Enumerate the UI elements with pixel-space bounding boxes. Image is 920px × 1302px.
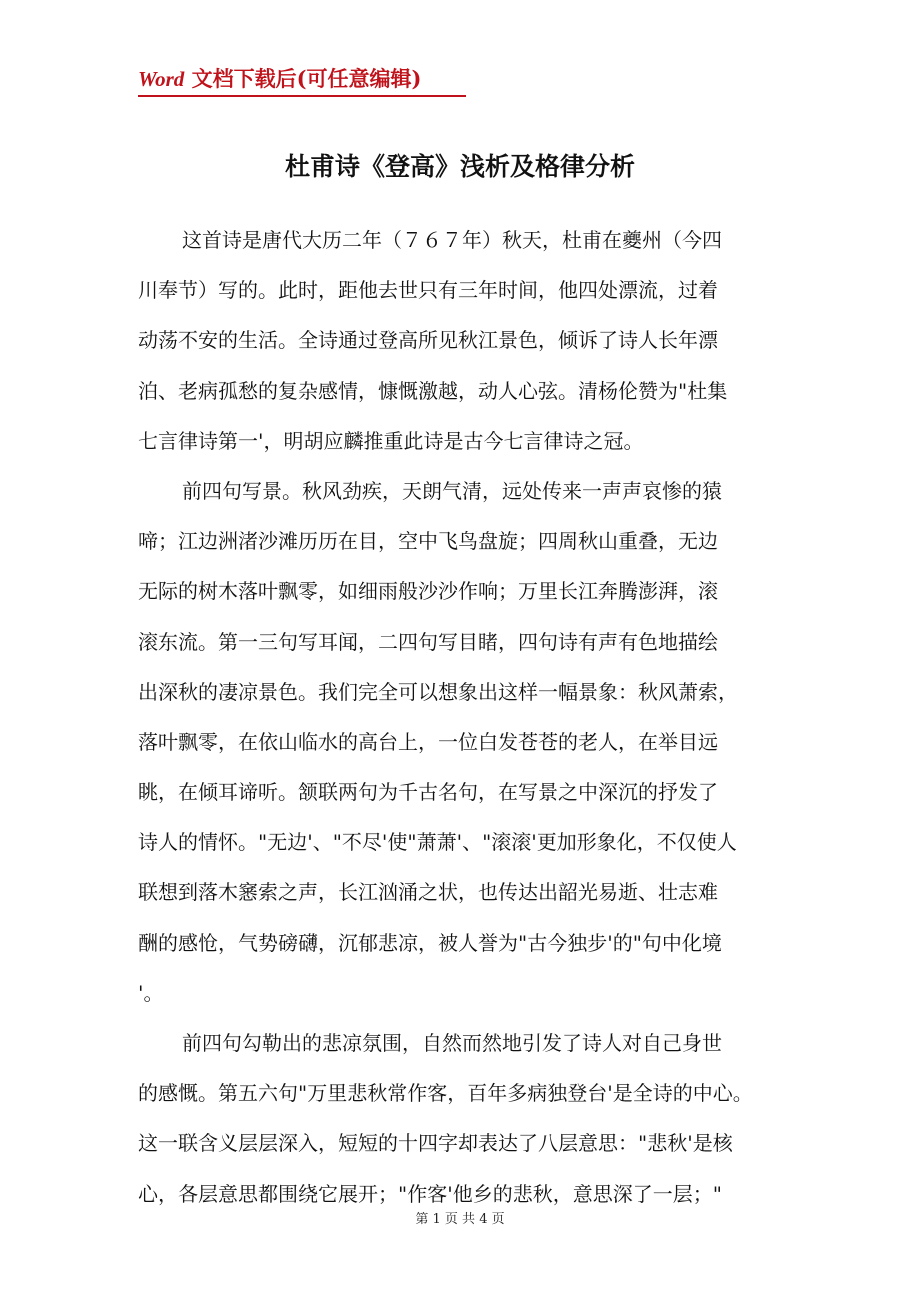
download-header: [138, 66, 421, 92]
text-line: 滚东流。第一三句写耳闻，二四句写目睹，四句诗有声有色地描绘: [138, 629, 718, 654]
text-line: 心，各层意思都围绕它展开；"作客'他乡的悲秋，意思深了一层；": [138, 1181, 722, 1206]
text-line: '。: [138, 980, 164, 1005]
text-line: 前四句写景。秋风劲疾，天朗气清，远处传来一声声哀惨的猿: [182, 478, 722, 503]
text-line: 七言律诗第一'，明胡应麟推重此诗是古今七言律诗之冠。: [138, 428, 644, 453]
header-word: Word: [138, 67, 185, 91]
body-text: [138, 228, 798, 1232]
text-line: 诗人的情怀。"无边'、"不尽'使"萧萧'、"滚滚'更加形象化，不仅使人: [138, 830, 737, 855]
text-line: 落叶飘零，在依山临水的高台上，一位白发苍苍的老人，在举目远: [138, 729, 718, 754]
text-line: 眺，在倾耳谛听。颔联两句为千古名句，在写景之中深沉的抒发了: [138, 780, 718, 805]
text-line: 的感慨。第五六句"万里悲秋常作客，百年多病独登台'是全诗的中心。: [138, 1081, 753, 1106]
text-line: 酬的感怆，气势磅礴，沉郁悲凉，被人誉为"古今独步'的"句中化境: [138, 930, 722, 955]
text-line: 川奉节）写的。此时，距他去世只有三年时间，他四处漂流，过着: [138, 278, 718, 303]
page-number: 第 1 页 共 4 页: [415, 1212, 505, 1227]
header-underline: [138, 95, 466, 97]
text-line: 动荡不安的生活。全诗通过登高所见秋江景色，倾诉了诗人长年漂: [138, 328, 718, 353]
header-text: 文档下载后(可任意编辑): [184, 66, 422, 91]
text-line: 前四句勾勒出的悲凉氛围，自然而然地引发了诗人对自己身世: [182, 1031, 722, 1055]
text-line: 无际的树木落叶飘零，如细雨般沙沙作响；万里长江奔腾澎湃，滚: [138, 579, 718, 604]
text-line: 泊、老病孤愁的复杂感情，慷慨激越，动人心弦。清杨伦赞为"杜集: [138, 378, 728, 403]
document-title: 杜甫诗《登高》浅析及格律分析: [284, 152, 635, 181]
text-line: 出深秋的凄凉景色。我们完全可以想象出这样一幅景象：秋风萧索，: [138, 679, 738, 704]
text-line: 啼；江边洲渚沙滩历历在目，空中飞鸟盘旋；四周秋山重叠，无边: [138, 529, 718, 554]
text-line: 这首诗是唐代大历二年（７６７年）秋天，杜甫在夔州（今四: [182, 228, 722, 252]
text-line: 联想到落木窸索之声，长江汹涌之状，也传达出韶光易逝、壮志难: [138, 880, 718, 905]
text-line: 这一联含义层层深入，短短的十四字却表达了八层意思："悲秋'是核: [138, 1131, 733, 1156]
